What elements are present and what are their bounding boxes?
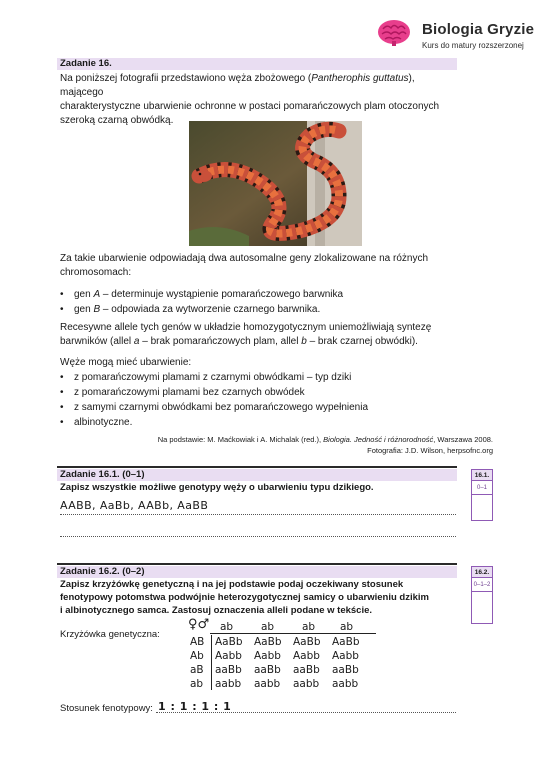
female-gamete: AB (190, 636, 205, 648)
task-16-2-header (57, 566, 457, 578)
female-gamete: Ab (190, 650, 204, 662)
score-box-16-1[interactable] (471, 495, 493, 521)
allele-symbol: b (301, 336, 307, 347)
offspring-genotype: Aabb (254, 650, 281, 662)
score-label-16-2: 16.2. (471, 566, 493, 578)
ratio-answer[interactable]: 1 : 1 : 1 : 1 (158, 700, 232, 713)
score-points-16-1: 0–1 (471, 481, 493, 495)
gene-prefix: gen (74, 304, 94, 315)
gene-symbol: A (93, 289, 101, 300)
question-line: Zapisz krzyżówkę genetyczną i na jej podstawie podaj oczekiwany stosunek (60, 579, 404, 590)
offspring-genotype: aaBb (293, 664, 320, 676)
task-16-1-header (57, 469, 457, 481)
offspring-genotype: aaBb (254, 664, 281, 676)
score-box-16-2[interactable] (471, 592, 493, 624)
offspring-genotype: aaBb (215, 664, 242, 676)
coloring-text: z pomarańczowymi plamami bez czarnych obwódek (74, 387, 305, 398)
task-16-2-title: Zadanie 16.2. (0–2) (60, 566, 145, 577)
colorings-intro: Węże mogą mieć ubarwienie: (60, 357, 192, 368)
task-16-1-answer[interactable]: AABB, AaBb, AABb, AaBB (60, 499, 209, 512)
genes-intro-line-1: Za takie ubarwienie odpowiadają dwa autosomalne geny zlokalizowane na różnych (60, 253, 429, 264)
gene-description: – determinuje wystąpienie pomarańczowego barwnika (100, 289, 344, 300)
offspring-genotype: aabb (332, 678, 359, 690)
genes-intro (60, 252, 460, 280)
cross-label: Krzyżówka genetyczna: (60, 629, 160, 640)
male-gamete: ab (261, 621, 275, 633)
offspring-genotype: aabb (254, 678, 281, 690)
task-16-2-question (60, 578, 460, 617)
source-book-title: Biologia. Jedność i różnorodność (323, 435, 434, 444)
offspring-genotype: aaBb (332, 664, 359, 676)
question-line: fenotypowy potomstwa podwójnie heterozygotycznej samicy o ubarwieniu dzikim (60, 592, 429, 603)
intro-text: Na poniższej fotografii przedstawiono węża zbożowego ( (60, 73, 312, 84)
divider (57, 563, 457, 565)
coloring-text: z samymi czarnymi obwódkami bez pomarańczowego wypełnienia (74, 402, 369, 413)
offspring-genotype: AaBb (215, 636, 243, 648)
recessive-text: barwników (allel (60, 336, 134, 347)
offspring-genotype: Aabb (215, 650, 242, 662)
offspring-genotype: AaBb (254, 636, 282, 648)
coloring-text: albinotyczne. (74, 417, 133, 428)
sex-symbols: ♀♂ (188, 617, 210, 632)
logo-subtitle: Kurs do matury rozszerzonej (422, 41, 524, 50)
intro-paragraph (60, 72, 460, 128)
intro-text-end: ), mającego (60, 73, 415, 98)
offspring-genotype: AaBb (293, 636, 321, 648)
recessive-text: – brak pomarańczowych plam, allel (139, 336, 302, 347)
coloring-text: z pomarańczowymi plamami z czarnymi obwódkami – typ dziki (74, 372, 352, 383)
photo-credit: Fotografia: J.D. Wilson, herpsofnc.org (367, 446, 493, 455)
gene-description: – odpowiada za wytworzenie czarnego barwnika. (100, 304, 321, 315)
offspring-genotype: AaBb (332, 636, 360, 648)
punnett-hline (210, 633, 376, 634)
task-16-1-title: Zadanie 16.1. (0–1) (60, 469, 145, 480)
intro-line-3: szeroką czarną obwódką. (60, 115, 174, 126)
male-gamete: ab (220, 621, 234, 633)
score-points-16-2: 0–1–2 (471, 578, 493, 592)
gene-list-item: • gen A – determinuje wystąpienie pomarańczowego barwnika (60, 289, 344, 300)
coloring-list-item: • albinotyczne. (60, 417, 133, 428)
gene-prefix: gen (74, 289, 94, 300)
latin-name: Pantherophis guttatus (311, 73, 409, 84)
task-16-header (57, 58, 457, 70)
coloring-list-item: • z samymi czarnymi obwódkami bez pomarańczowego wypełnienia (60, 402, 369, 413)
ratio-label: Stosunek fenotypowy: (60, 703, 153, 714)
coloring-list-item: • z pomarańczowymi plamami z czarnymi obwódkami – typ dziki (60, 372, 352, 383)
answer-line (60, 536, 456, 537)
score-label-16-1: 16.1. (471, 469, 493, 481)
male-gamete: ab (340, 621, 354, 633)
logo-title: Biologia Gryzie (422, 21, 535, 38)
task-16-1-question: Zapisz wszystkie możliwe genotypy węży o ubarwieniu typu dzikiego. (60, 482, 374, 493)
offspring-genotype: aabb (293, 678, 320, 690)
recessive-text: – brak czarnej obwódki). (306, 336, 418, 347)
source-citation (158, 434, 493, 456)
coloring-list-item: • z pomarańczowymi plamami bez czarnych obwódek (60, 387, 305, 398)
intro-line-2: charakterystyczne ubarwienie ochronne w postaci pomarańczowych plam otoczonych (60, 101, 440, 112)
gene-list-item: • gen B – odpowiada za wytworzenie czarnego barwnika. (60, 304, 321, 315)
question-line: i albinotycznego samca. Zastosuj oznaczenia alleli podane w tekście. (60, 605, 373, 616)
divider (57, 466, 457, 468)
offspring-genotype: Aabb (332, 650, 359, 662)
offspring-genotype: aabb (215, 678, 242, 690)
genes-intro-line-2: chromosomach: (60, 267, 132, 278)
female-gamete: ab (190, 678, 204, 690)
gene-symbol: B (93, 304, 101, 315)
source-text: Na podstawie: M. Maćkowiak i A. Michalak (red.), (157, 435, 324, 444)
task-16-title: Zadanie 16. (60, 58, 112, 69)
female-gamete: aB (190, 664, 204, 676)
answer-line (156, 712, 456, 713)
corn-snake-photo (189, 121, 362, 246)
source-text: , Warszawa 2008. (433, 435, 493, 444)
brain-icon (377, 19, 411, 47)
recessive-paragraph (60, 321, 460, 349)
recessive-line-1: Recesywne allele tych genów w układzie homozygotycznym uniemożliwiają syntezę (60, 322, 432, 333)
offspring-genotype: Aabb (293, 650, 320, 662)
male-gamete: ab (302, 621, 316, 633)
allele-symbol: a (133, 336, 140, 347)
answer-line (60, 514, 456, 515)
